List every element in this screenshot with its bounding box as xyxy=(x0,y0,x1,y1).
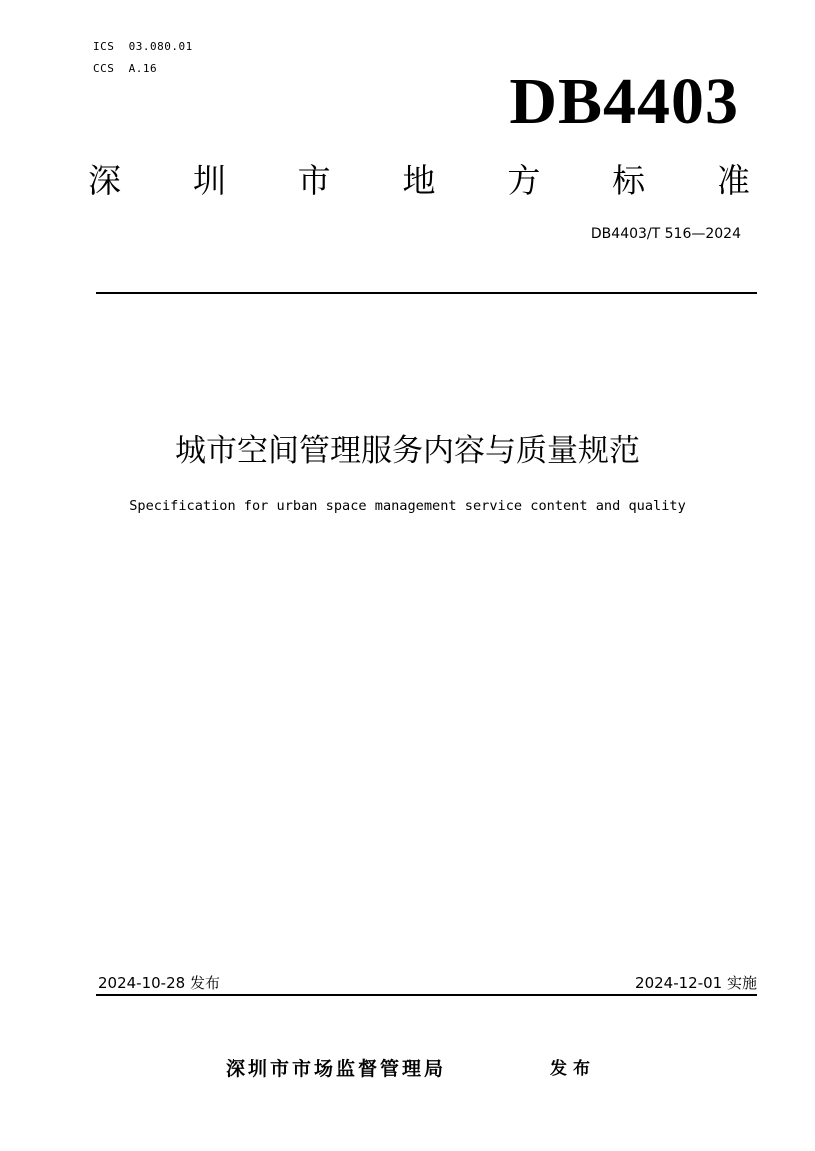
standard-type-char: 圳 xyxy=(192,160,226,200)
title-english: Specification for urban space management service content and quality xyxy=(129,498,686,514)
top-divider xyxy=(96,292,757,294)
title-chinese: 城市空间管理服务内容与质量规范 xyxy=(175,433,640,469)
standard-code: DB4403 xyxy=(509,65,739,138)
standard-type-char: 标 xyxy=(612,160,646,200)
standard-type-char: 市 xyxy=(297,160,331,200)
standard-type-char: 地 xyxy=(402,160,436,200)
standard-type xyxy=(88,156,750,200)
issue-label: 发布 xyxy=(550,1059,596,1079)
standard-type-char: 方 xyxy=(507,160,541,200)
standard-type-char: 准 xyxy=(716,160,750,200)
issuing-authority: 深圳市市场监督管理局 xyxy=(226,1058,447,1080)
standard-number: DB4403/T 516—2024 xyxy=(590,226,741,242)
ccs-code: CCS A.16 xyxy=(93,62,158,75)
publish-date: 2024-10-28 发布 xyxy=(98,974,220,992)
bottom-divider xyxy=(96,994,757,996)
implement-date: 2024-12-01 实施 xyxy=(635,974,757,992)
standard-type-char: 深 xyxy=(88,160,121,200)
ics-code: ICS 03.080.01 xyxy=(93,40,193,53)
